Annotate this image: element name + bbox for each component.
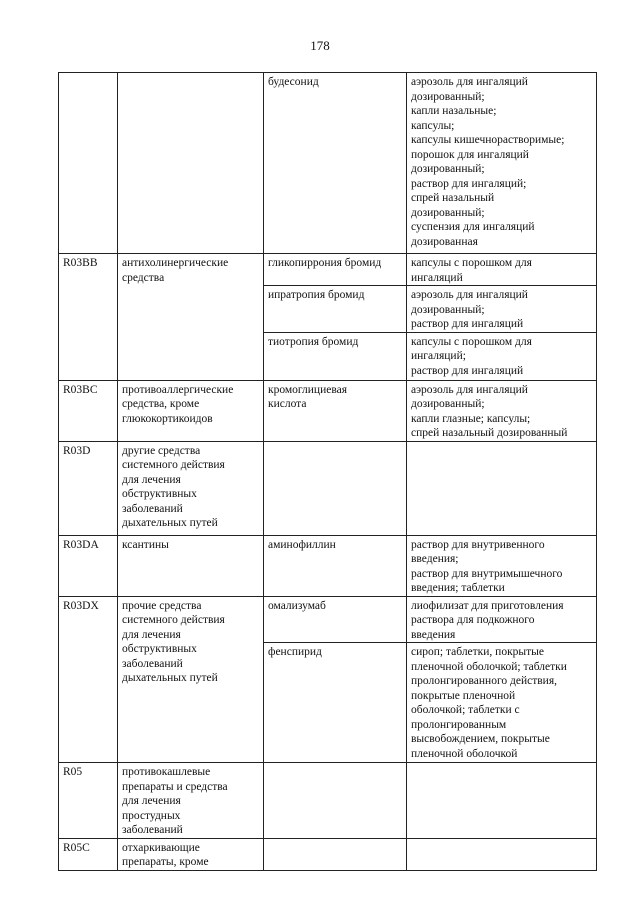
- group-name-cell: [118, 838, 264, 870]
- dosage-form-cell: [407, 332, 597, 380]
- atc-code-cell: R03DA: [59, 535, 118, 596]
- table-row: [59, 763, 597, 839]
- group-name-cell-line: обструктивных: [122, 488, 197, 500]
- table-row: [59, 441, 597, 535]
- group-name-cell-line: ксантины: [122, 538, 169, 551]
- drug-name-cell: [264, 254, 407, 286]
- dosage-form-cell-line: дозированная: [411, 235, 478, 248]
- table-row: [59, 380, 597, 441]
- dosage-form-cell-line: дозированный;: [411, 163, 485, 175]
- drug-name-cell: [264, 763, 407, 839]
- drug-table-body: [59, 73, 597, 871]
- atc-code-cell: R03D: [59, 441, 118, 535]
- drug-name-cell-line: фенспирид: [268, 646, 322, 658]
- group-name-cell-line: системного действия: [122, 614, 225, 626]
- drug-name-cell: [264, 73, 407, 254]
- group-name-cell: [118, 535, 264, 596]
- table-row: [59, 254, 597, 286]
- atc-code-cell: R05C: [59, 838, 118, 870]
- dosage-form-cell-line: капли глазные; капсулы;: [411, 412, 531, 425]
- group-name-cell-line: обструктивных: [122, 643, 197, 655]
- group-name-cell-line: заболеваний: [122, 824, 183, 836]
- dosage-form-cell: [407, 763, 597, 839]
- dosage-form-cell-line: введения; таблетки: [411, 582, 505, 594]
- dosage-form-cell-line: дозированный;: [411, 90, 485, 103]
- dosage-form-cell-line: введения;: [411, 553, 459, 565]
- group-name-cell-line: противоаллергические: [122, 383, 234, 396]
- dosage-form-cell-line: пролонгированным: [411, 718, 507, 731]
- group-name-cell-line: для лечения: [122, 795, 181, 807]
- dosage-form-cell-line: ингаляций;: [411, 350, 466, 362]
- dosage-form-cell-line: раствор для ингаляций: [411, 318, 524, 330]
- dosage-form-cell-line: введения: [411, 628, 456, 641]
- dosage-form-cell-line: дозированный;: [411, 303, 485, 316]
- group-name-cell-line: дыхательных путей: [122, 517, 218, 529]
- dosage-form-cell-line: спрей назальный: [411, 192, 495, 204]
- dosage-form-cell: [407, 380, 597, 441]
- dosage-form-cell-line: оболочкой; таблетки с: [411, 704, 520, 716]
- drug-name-cell: [264, 332, 407, 380]
- dosage-form-cell-line: дозированный;: [411, 206, 485, 219]
- group-name-cell: [118, 763, 264, 839]
- dosage-form-cell-line: пленочной оболочкой: [411, 747, 518, 760]
- dosage-form-cell-line: капли назальные;: [411, 105, 497, 117]
- dosage-form-cell-line: ингаляций: [411, 271, 463, 284]
- dosage-form-cell-line: аэрозоль для ингаляций: [411, 383, 528, 396]
- group-name-cell-line: для лечения: [122, 473, 181, 486]
- dosage-form-cell-line: капсулы кишечнорастворимые;: [411, 134, 565, 146]
- atc-code-cell: R03DX: [59, 596, 118, 763]
- group-name-cell: [118, 380, 264, 441]
- table-row: [59, 535, 597, 596]
- group-name-cell-line: средства: [122, 271, 165, 284]
- group-name-cell-line: отхаркивающие: [122, 841, 200, 854]
- drug-name-cell: [264, 596, 407, 643]
- group-name-cell: [118, 596, 264, 763]
- dosage-form-cell-line: покрытые пленочной: [411, 689, 516, 702]
- table-row: [59, 596, 597, 643]
- group-name-cell-line: для лечения: [122, 628, 181, 641]
- drug-name-cell: [264, 838, 407, 870]
- dosage-form-cell-line: аэрозоль для ингаляций: [411, 76, 528, 88]
- group-name-cell-line: простудных: [122, 809, 181, 822]
- dosage-form-cell-line: пленочной оболочкой; таблетки: [411, 660, 567, 673]
- dosage-form-cell: [407, 286, 597, 333]
- group-name-cell-line: антихолинергические: [122, 257, 229, 269]
- group-name-cell-line: прочие средства: [122, 599, 202, 612]
- atc-code-cell: R03BC: [59, 380, 118, 441]
- atc-code-cell: R03BB: [59, 254, 118, 381]
- group-name-cell-line: заболеваний: [122, 502, 183, 515]
- dosage-form-cell-line: суспензия для ингаляций: [411, 221, 535, 233]
- drug-name-cell: [264, 441, 407, 535]
- group-name-cell: [118, 254, 264, 381]
- dosage-form-cell: [407, 441, 597, 535]
- drug-table: [58, 72, 597, 871]
- dosage-form-cell-line: капсулы;: [411, 119, 455, 132]
- drug-name-cell-line: омализумаб: [268, 599, 326, 612]
- atc-code-cell: [59, 73, 118, 254]
- drug-name-cell-line: кромоглициевая: [268, 383, 348, 396]
- dosage-form-cell-line: высвобождением, покрытые: [411, 733, 550, 745]
- group-name-cell-line: средства, кроме: [122, 398, 200, 410]
- drug-name-cell-line: гликопиррония бромид: [268, 257, 382, 269]
- group-name-cell-line: препараты, кроме: [122, 856, 209, 868]
- drug-name-cell: [264, 380, 407, 441]
- page-number: 178: [310, 38, 330, 53]
- dosage-form-cell-line: капсулы с порошком для: [411, 257, 532, 269]
- dosage-form-cell-line: раствор для ингаляций;: [411, 177, 527, 190]
- dosage-form-cell-line: раствор для внутривенного: [411, 538, 545, 551]
- drug-name-cell: [264, 535, 407, 596]
- dosage-form-cell: [407, 73, 597, 254]
- group-name-cell-line: заболеваний: [122, 657, 183, 670]
- dosage-form-cell: [407, 254, 597, 286]
- dosage-form-cell-line: раствора для подкожного: [411, 614, 535, 626]
- dosage-form-cell: [407, 838, 597, 870]
- dosage-form-cell-line: раствор для ингаляций: [411, 364, 524, 377]
- dosage-form-cell: [407, 596, 597, 643]
- dosage-form-cell-line: пролонгированного действия,: [411, 675, 558, 687]
- table-row: [59, 838, 597, 870]
- drug-name-cell-line: будесонид: [268, 76, 319, 88]
- table-row: [59, 73, 597, 254]
- dosage-form-cell-line: порошок для ингаляций: [411, 148, 529, 161]
- group-name-cell: [118, 441, 264, 535]
- dosage-form-cell: [407, 535, 597, 596]
- drug-name-cell: [264, 643, 407, 763]
- drug-name-cell-line: аминофиллин: [268, 538, 336, 551]
- group-name-cell-line: глюкокортикоидов: [122, 412, 213, 425]
- dosage-form-cell-line: сироп; таблетки, покрытые: [411, 646, 545, 658]
- group-name-cell: [118, 73, 264, 254]
- dosage-form-cell-line: дозированный;: [411, 398, 485, 410]
- group-name-cell-line: другие средства: [122, 444, 201, 457]
- atc-code-cell: R05: [59, 763, 118, 839]
- dosage-form-cell-line: аэрозоль для ингаляций: [411, 289, 528, 301]
- dosage-form-cell-line: капсулы с порошком для: [411, 335, 532, 348]
- dosage-form-cell-line: спрей назальный дозированный: [411, 427, 568, 439]
- dosage-form-cell-line: раствор для внутримышечного: [411, 567, 563, 580]
- drug-name-cell-line: кислота: [268, 398, 307, 410]
- group-name-cell-line: дыхательных путей: [122, 672, 218, 684]
- group-name-cell-line: препараты и средства: [122, 780, 228, 793]
- dosage-form-cell-line: лиофилизат для приготовления: [411, 599, 564, 612]
- drug-name-cell-line: ипратропия бромид: [268, 289, 365, 301]
- drug-name-cell-line: тиотропия бромид: [268, 335, 359, 348]
- dosage-form-cell: [407, 643, 597, 763]
- drug-name-cell: [264, 286, 407, 333]
- group-name-cell-line: системного действия: [122, 459, 225, 471]
- group-name-cell-line: противокашлевые: [122, 766, 211, 778]
